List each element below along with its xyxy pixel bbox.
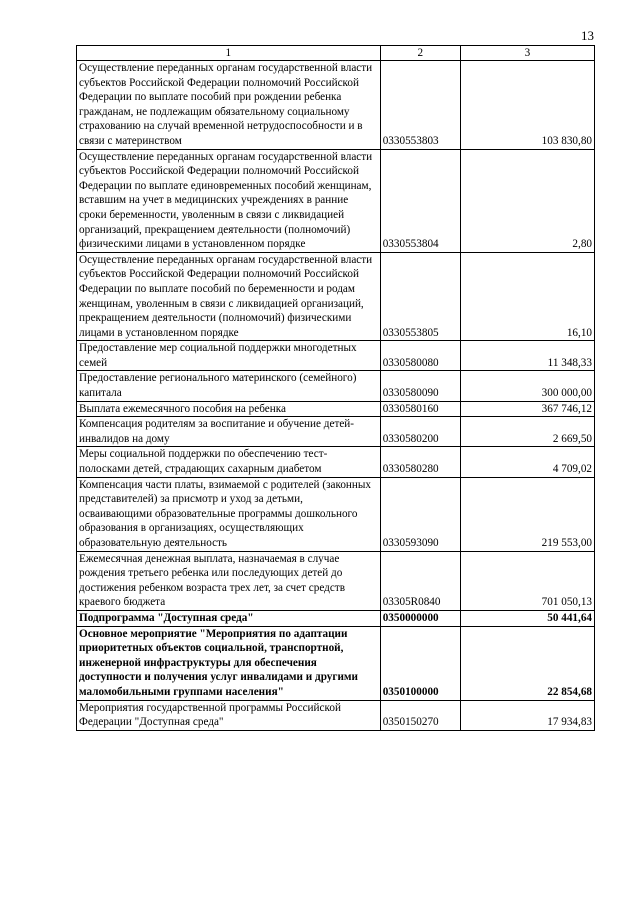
row-code: 0330553805 [380,252,460,341]
table-row [77,626,595,700]
row-name: Компенсация родителям за воспитание и обучение детей-инвалидов на дому [77,417,381,447]
row-amount: 367 746,12 [460,401,594,417]
row-name: Компенсация части платы, взимаемой с родителей (законных представителей) за присмотр и уход за детьми, осваивающими образовательные программы дошкольного образования в организациях, осуществляющих образовательную деятельность [77,477,381,551]
row-code: 0330553804 [380,149,460,252]
table-row [77,417,595,447]
row-amount: 50 441,64 [460,610,594,626]
row-code: 03305R0840 [380,551,460,610]
column-header-1: 1 [77,46,381,61]
row-name: Предоставление мер социальной поддержки многодетных семей [77,341,381,371]
row-amount: 16,10 [460,252,594,341]
column-header-3: 3 [460,46,594,61]
row-name: Подпрограмма "Доступная среда" [77,610,381,626]
row-code: 0330580080 [380,341,460,371]
row-name: Осуществление переданных органам государственной власти субъектов Российской Федерации полномочий Российской Федерации по выплате пособий при рождении ребенка гражданам, не подлежащим обязательному социальному страхованию на случай временной нетрудоспособности и в связи с материнством [77,61,381,150]
row-amount: 11 348,33 [460,341,594,371]
row-code: 0330580160 [380,401,460,417]
row-name: Выплата ежемесячного пособия на ребенка [77,401,381,417]
row-code: 0350150270 [380,700,460,730]
table-header-row [77,46,595,61]
table-row [77,341,595,371]
budget-table [76,45,595,731]
row-name: Мероприятия государственной программы Российской Федерации "Доступная среда" [77,700,381,730]
row-code: 0330580280 [380,447,460,477]
table-row [77,447,595,477]
row-amount: 4 709,02 [460,447,594,477]
table-row [77,61,595,150]
table-row [77,401,595,417]
table-row [77,700,595,730]
row-code: 0330593090 [380,477,460,551]
row-code: 0330553803 [380,61,460,150]
row-amount: 17 934,83 [460,700,594,730]
table-row [77,252,595,341]
row-name: Ежемесячная денежная выплата, назначаемая в случае рождения третьего ребенка или последующих детей до достижения ребенком возраста трех лет, за счет средств краевого бюджета [77,551,381,610]
row-code: 0350100000 [380,626,460,700]
table-row [77,551,595,610]
row-amount: 219 553,00 [460,477,594,551]
row-name: Основное мероприятие "Мероприятия по адаптации приоритетных объектов социальной, транспортной, инженерной инфраструктуры для обеспечения доступности и получения услуг инвалидами и другими маломобильными группами населения" [77,626,381,700]
row-amount: 701 050,13 [460,551,594,610]
table-row [77,371,595,401]
row-name: Осуществление переданных органам государственной власти субъектов Российской Федерации полномочий Российской Федерации по выплате пособий по беременности и родам женщинам, уволенным в связи с ликвидацией организаций, прекращением деятельности (полномочий) физическими лицами в установленном порядке [77,252,381,341]
row-name: Предоставление регионального материнского (семейного) капитала [77,371,381,401]
row-name: Осуществление переданных органам государственной власти субъектов Российской Федерации полномочий Российской Федерации по выплате единовременных пособий женщинам, вставшим на учет в медицинских учреждениях в ранние сроки беременности, уволенным в связи с ликвидацией организаций, прекращением деятельности (полномочий) физическими лицами в установленном порядке [77,149,381,252]
row-amount: 2 669,50 [460,417,594,447]
row-code: 0330580090 [380,371,460,401]
row-amount: 103 830,80 [460,61,594,150]
row-amount: 2,80 [460,149,594,252]
table-row [77,477,595,551]
row-code: 0330580200 [380,417,460,447]
table-row [77,610,595,626]
row-name: Меры социальной поддержки по обеспечению тест-полосками детей, страдающих сахарным диабетом [77,447,381,477]
page-number: 13 [581,28,594,43]
row-amount: 300 000,00 [460,371,594,401]
row-amount: 22 854,68 [460,626,594,700]
row-code: 0350000000 [380,610,460,626]
table-row [77,149,595,252]
column-header-2: 2 [380,46,460,61]
